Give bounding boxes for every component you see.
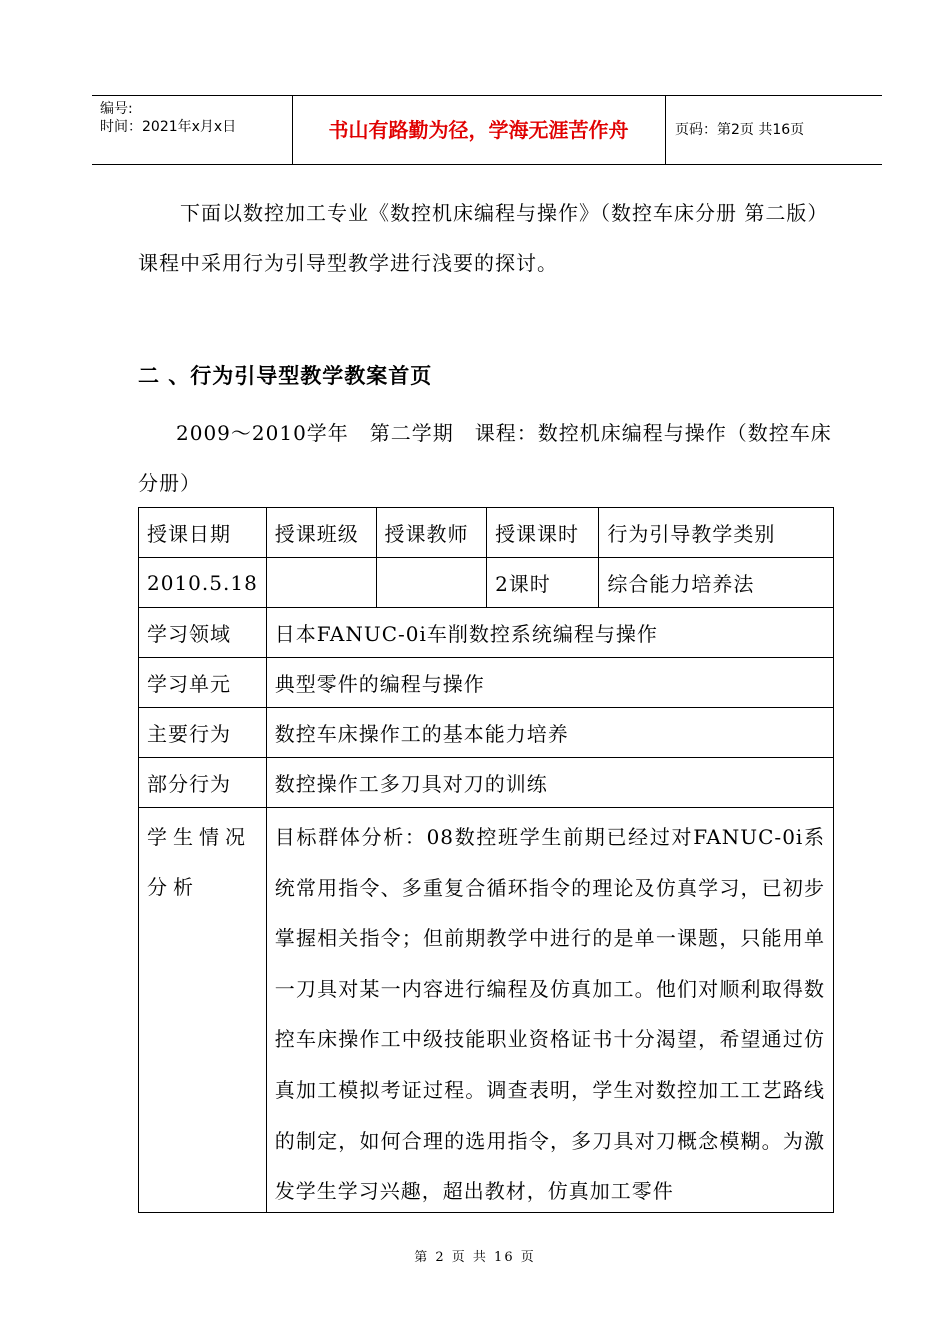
header-cell-date: 授课日期 — [139, 508, 267, 558]
row-value: 日本FANUC-0i车削数控系统编程与操作 — [266, 608, 833, 658]
row-label: 部分行为 — [139, 758, 267, 808]
lesson-plan-table — [138, 507, 834, 1213]
header-cell-hours: 授课课时 — [487, 508, 599, 558]
table-row — [139, 758, 834, 808]
header-motto: 书山有路勤为径，学海无涯苦作舟 — [292, 96, 666, 164]
row-value: 数控操作工多刀具对刀的训练 — [266, 758, 833, 808]
row-value: 数控车床操作工的基本能力培养 — [266, 708, 833, 758]
analysis-cell — [266, 808, 833, 1213]
cell-teacher — [376, 558, 487, 608]
cell-class — [266, 558, 376, 608]
table-row — [139, 658, 834, 708]
document-time-label: 时间：2021年x月x日 — [100, 119, 237, 135]
header-cell-class: 授课班级 — [266, 508, 376, 558]
section-title: 二 、行为引导型教学教案首页 — [138, 364, 433, 388]
page-footer: 第 2 页 共 16 页 — [414, 1250, 536, 1265]
row-label: 学习领域 — [139, 608, 267, 658]
cell-category: 综合能力培养法 — [599, 558, 834, 608]
cell-hours: 2课时 — [487, 558, 599, 608]
table-row — [139, 708, 834, 758]
cell-date: 2010.5.18 — [139, 558, 267, 608]
term-line-text: 2009～2010学年 第二学期 课程：数控机床编程与操作（数控车床分册） — [138, 421, 832, 495]
analysis-label: 学生情况分析 — [139, 808, 267, 1213]
row-label: 学习单元 — [139, 658, 267, 708]
table-header-row — [139, 508, 834, 558]
term-line — [138, 408, 832, 508]
table-row — [139, 608, 834, 658]
row-label: 主要行为 — [139, 708, 267, 758]
document-number-label: 编号: — [100, 101, 133, 117]
table-row — [139, 558, 834, 608]
header-cell-teacher: 授课教师 — [376, 508, 487, 558]
table-row-analysis — [139, 808, 834, 1213]
row-value: 典型零件的编程与操作 — [266, 658, 833, 708]
intro-paragraph — [138, 188, 832, 288]
header-cell-category: 行为引导教学类别 — [599, 508, 834, 558]
header-page-info: 页码：第2页 共16页 — [675, 122, 805, 138]
header-meta-cell — [92, 96, 293, 164]
intro-paragraph-text: 下面以数控加工专业《数控机床编程与操作》（数控车床分册 第二版）课程中采用行为引导型教学进行浅要的探讨。 — [138, 201, 829, 275]
analysis-text: 目标群体分析：08数控班学生前期已经过对FANUC-0i系统常用指令、多重复合循环指令的理论及仿真学习，已初步掌握相关指令；但前期教学中进行的是单一课题，只能用单一刀具对某一内容进行编程及仿真加工。他们对顺利取得数控车床操作工中级技能职业资格证书十分渴望，希望通过仿真加工模拟考证过程。调查表明，学生对数控加工工艺路线的制定，如何合理的选用指令，多刀具对刀概念模糊。为激发学生学习兴趣，超出教材，仿真加工零件 — [274, 825, 825, 1204]
page-header — [92, 95, 882, 165]
